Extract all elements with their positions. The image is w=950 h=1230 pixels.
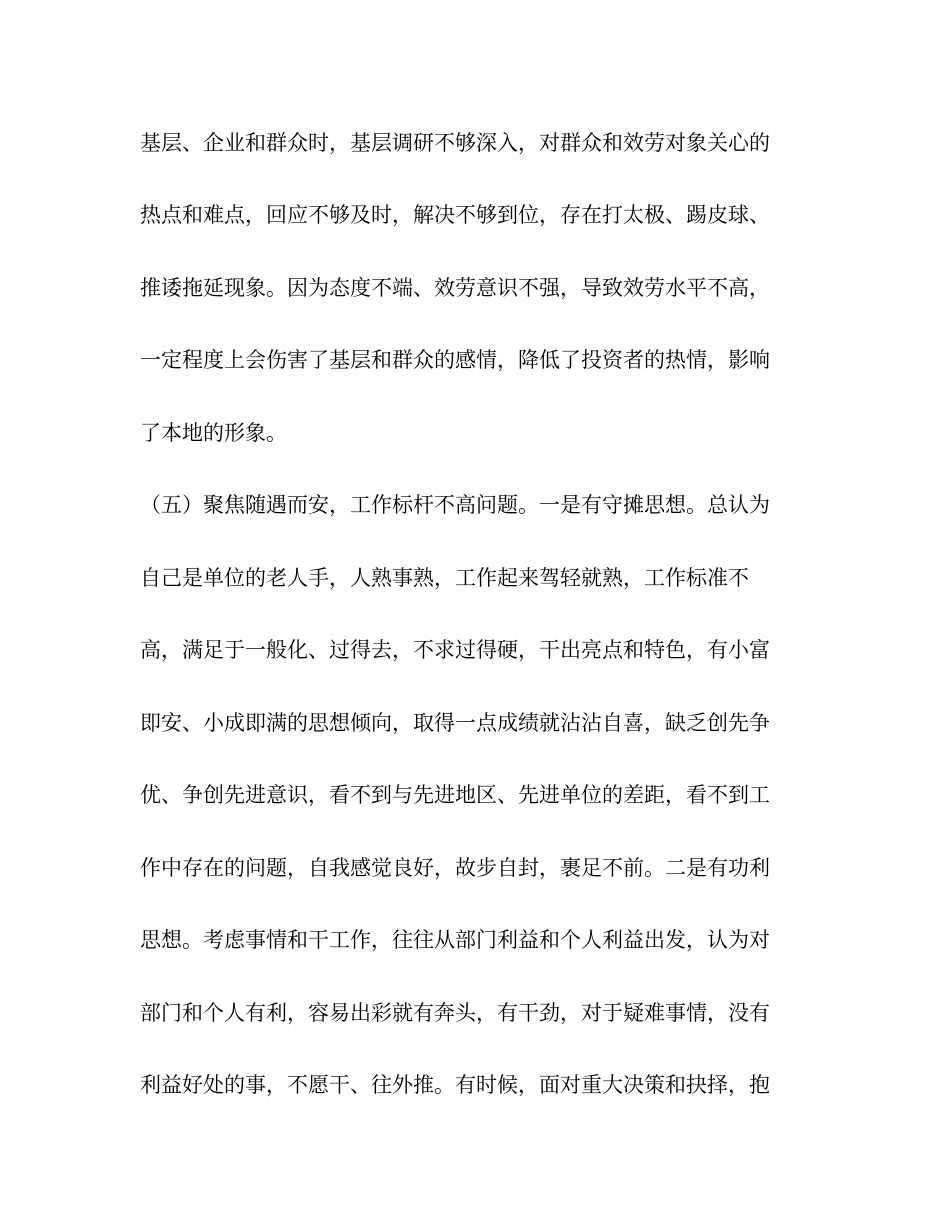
body-text-line: 即安、小成即满的思想倾向，取得一点成绩就沾沾自喜，缺乏创先争 (140, 711, 770, 735)
body-text-line: 部门和个人有利，容易出彩就有奔头，有干劲，对于疑难事情，没有 (140, 1001, 770, 1025)
body-text-line: 一定程度上会伤害了基层和群众的感情，降低了投资者的热情，影响 (140, 348, 770, 372)
body-text-line: 基层、企业和群众时，基层调研不够深入，对群众和效劳对象关心的 (140, 131, 770, 155)
body-text-line: 自己是单位的老人手，人熟事熟，工作起来驾轻就熟，工作标准不 (140, 566, 749, 590)
body-text-line: 热点和难点，回应不够及时，解决不够到位，存在打太极、踢皮球、 (140, 203, 770, 227)
body-text-line: 推诿拖延现象。因为态度不端、效劳意识不强，导致效劳水平不高， (140, 276, 770, 300)
body-text-line: 利益好处的事，不愿干、往外推。有时候，面对重大决策和抉择，抱 (140, 1073, 770, 1097)
body-text-line: 作中存在的问题，自我感觉良好，故步自封，裹足不前。二是有功利 (140, 856, 770, 880)
body-text-line: 思想。考虑事情和干工作，往往从部门利益和个人利益出发，认为对 (140, 928, 770, 952)
body-text-line: 优、争创先进意识，看不到与先进地区、先进单位的差距，看不到工 (140, 783, 770, 807)
section-heading-line: （五）聚焦随遇而安，工作标杆不高问题。一是有守摊思想。总认为 (140, 493, 770, 517)
body-text-line: 了本地的形象。 (140, 421, 287, 445)
body-text-line: 高，满足于一般化、过得去，不求过得硬，干出亮点和特色，有小富 (140, 638, 770, 662)
